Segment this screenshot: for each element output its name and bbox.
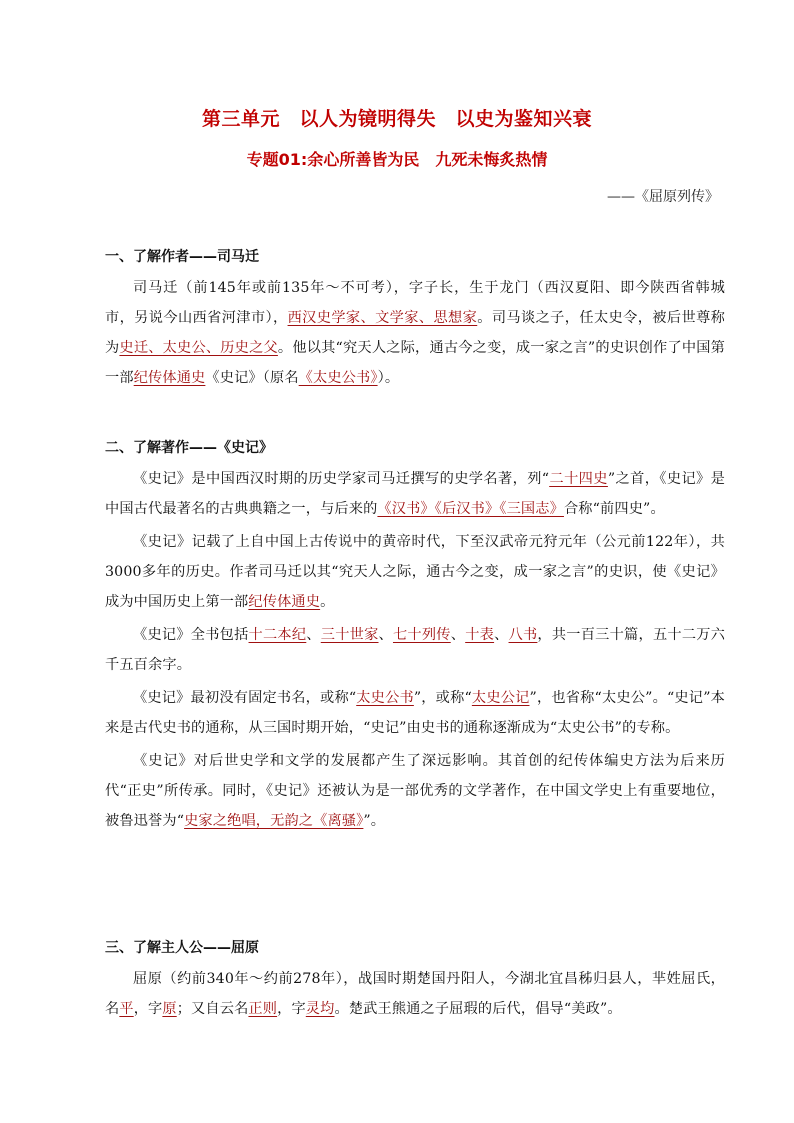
section-heading: 一、了解作者——司马迁	[105, 249, 259, 265]
underlined-term: 原	[162, 1001, 177, 1017]
source-attribution: ——《屈原列传》	[607, 189, 719, 205]
text-run: 司马迁（前145年或前135年～不可考），字子长，生于龙门（西汉夏阳、即今陕西省韩城市，另说今山西省河津市），	[105, 280, 725, 326]
section-work	[105, 437, 725, 839]
text-run: 、	[378, 627, 393, 643]
underlined-term: 史迁、太史公、历史之父	[119, 340, 278, 356]
text-run: 《史记》最初没有固定书名，或称“	[133, 690, 357, 706]
section-heading: 三、了解主人公——屈原	[105, 940, 259, 956]
text-run: 《史记》全书包括	[133, 627, 249, 643]
text-run: ；又自云名	[176, 1001, 249, 1017]
underlined-term: 史家之绝唱，无韵之《离骚》	[184, 813, 364, 829]
paragraph	[105, 746, 725, 836]
text-run: 、	[494, 627, 509, 643]
text-run: ，字	[133, 1001, 163, 1017]
page-title: 第三单元 以人为镜明得失 以史为鉴知兴衰	[201, 108, 592, 130]
underlined-term: 十表	[465, 627, 495, 643]
text-run: ”，或称“	[413, 690, 472, 706]
paragraph	[105, 273, 725, 393]
text-run: 《史记》（原名	[205, 370, 299, 386]
text-run: 、	[450, 627, 466, 643]
text-run: 屈原（约前340年～约前278年），战国时期楚国丹阳人，今湖北宜昌秭归县人，芈姓屈氏，名	[105, 971, 725, 1017]
paragraph	[105, 683, 725, 743]
text-run: 。司马谈之子，任太史令，被后世尊称为	[105, 310, 725, 356]
underlined-term: 二十四史	[549, 471, 608, 487]
text-run: ）。	[377, 370, 400, 386]
underlined-term: 《汉书》《后汉书》《三国志》	[377, 501, 564, 517]
text-run: 合称“前四史”。	[563, 501, 665, 517]
paragraph	[105, 964, 725, 1024]
text-run: 。	[320, 594, 335, 610]
underlined-term: 纪传体通史	[248, 594, 321, 610]
section-body	[105, 464, 725, 836]
text-run: 。楚武王熊通之子屈瑕的后代，倡导“美政”。	[334, 1001, 622, 1017]
text-run: ，共一百三十篇，五十二万六千五百余字。	[105, 627, 726, 673]
page-subtitle: 专题01:余心所善皆为民 九死未悔炙热情	[246, 150, 548, 169]
section-heading: 二、了解著作——《史记》	[105, 440, 273, 456]
section-protagonist	[105, 937, 725, 1027]
underlined-term: 西汉史学家、文学家、思想家	[287, 310, 478, 326]
underlined-term: 正则	[248, 1001, 278, 1017]
section-body	[105, 273, 725, 393]
underlined-term: 三十世家	[320, 627, 379, 643]
underlined-term: 《太史公书》	[298, 370, 378, 386]
text-run: ”。	[363, 813, 386, 829]
text-run: 《史记》记载了上自中国上古传说中的黄帝时代，下至汉武帝元狩元年（公元前122年），共3000多年的历史。作者司马迁以其“究天人之际，通古今之变，成一家之言”的史识，使《史记》成为中国历史上第一部	[105, 534, 725, 610]
text-run: 。他以其“究天人之际，通古今之变，成一家之言”的史识创作了中国第一部	[105, 340, 726, 386]
section-body	[105, 964, 725, 1024]
paragraph	[105, 464, 725, 524]
underlined-term: 纪传体通史	[133, 370, 206, 386]
text-run: 《史记》对后世史学和文学的发展都产生了深远影响。其首创的纪传体编史方法为后来历代“正史”所传承。同时，《史记》还被认为是一部优秀的文学著作，在中国文学史上有重要地位，被鲁迅誉为“	[105, 753, 725, 829]
paragraph	[105, 620, 725, 680]
underlined-term: 平	[119, 1001, 134, 1017]
underlined-term: 灵均	[305, 1001, 335, 1017]
underlined-term: 太史公书	[356, 690, 414, 706]
paragraph	[105, 527, 725, 617]
underlined-term: 太史公记	[471, 690, 530, 706]
underlined-term: 七十列传	[392, 627, 451, 643]
text-run: 《史记》是中国西汉时期的历史学家司马迁撰写的史学名著，列“	[133, 471, 550, 487]
underlined-term: 十二本纪	[248, 627, 307, 643]
text-run: ”之首，《史记》是中国古代最著名的古典典籍之一，与后来的	[105, 471, 725, 517]
underlined-term: 八书	[508, 627, 538, 643]
text-run: ，字	[277, 1001, 306, 1017]
text-run: 、	[306, 627, 321, 643]
text-run: ”，也省称“太史公”。“史记”本来是古代史书的通称，从三国时期开始，“史记”由史书的通称逐渐成为“太史公书”的专称。	[105, 690, 725, 736]
section-author	[105, 246, 725, 396]
